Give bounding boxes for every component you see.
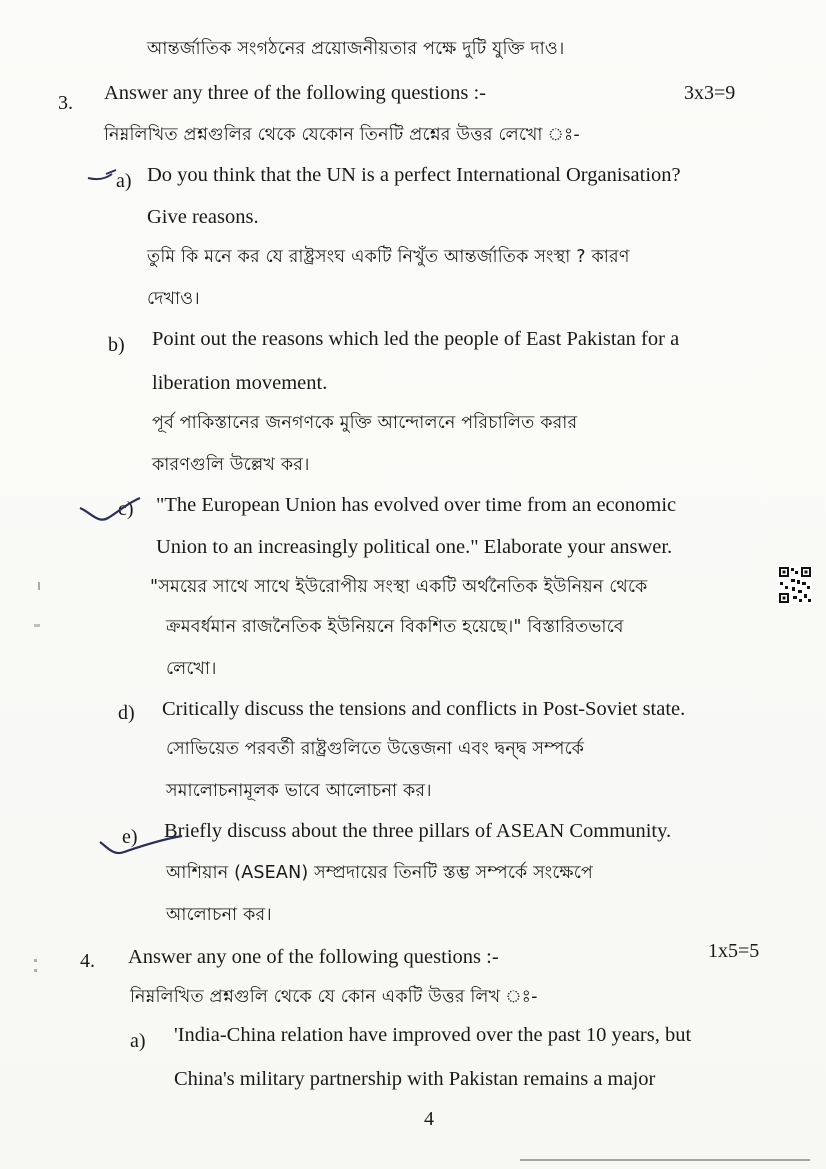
scan-speck xyxy=(30,580,50,640)
question-3-number: 3. xyxy=(58,92,73,114)
question-4-marks: 1x5=5 xyxy=(708,940,760,962)
q3d-en-line-1: Critically discuss the tensions and conflicts in Post-Soviet state. xyxy=(162,698,686,720)
page-number: 4 xyxy=(424,1108,434,1130)
q3c-label: c) xyxy=(118,498,134,520)
q4a-label: a) xyxy=(130,1030,146,1052)
q3e-en-line-1: Briefly discuss about the three pillars of ASEAN Community. xyxy=(164,820,672,842)
q3d-label: d) xyxy=(118,702,135,724)
question-3-marks: 3x3=9 xyxy=(684,82,736,104)
q3a-bn-line-2: দেখাও। xyxy=(147,289,200,309)
q3d-bn-line-1: সোভিয়েত পরবর্তী রাষ্ট্রগুলিতে উত্তেজনা এবং দ্বন্দ্ব সম্পর্কে xyxy=(166,739,585,759)
q3e-label: e) xyxy=(122,826,138,848)
q3c-en-line-1: "The European Union has evolved over time from an economic xyxy=(156,494,677,516)
q3d-bn-line-2: সমালোচনামূলক ভাবে আলোচনা কর। xyxy=(166,781,432,801)
q3b-bn-line-2: কারণগুলি উল্লেখ কর। xyxy=(152,455,310,475)
q3a-bn-line-1: তুমি কি মনে কর যে রাষ্ট্রসংঘ একটি নিখুঁত আন্তর্জাতিক সংস্থা ? কারণ xyxy=(147,247,630,267)
pen-tick-mark-a xyxy=(86,168,126,192)
question-4-number: 4. xyxy=(80,950,95,972)
q3c-bn-line-3: লেখো। xyxy=(166,659,217,679)
question-3-instruction-bn: নিম্নলিখিত প্রশ্নগুলির থেকে যেকোন তিনটি প্রশ্নের উত্তর লেখো ঃ- xyxy=(104,125,580,145)
question-4-instruction-bn: নিম্নলিখিত প্রশ্নগুলি থেকে যে কোন একটি উত্তর লিখ ঃ- xyxy=(130,987,538,1007)
q3c-en-line-2: Union to an increasingly political one." Elaborate your answer. xyxy=(156,536,673,558)
q3c-bn-line-2: ক্রমবর্ধমান রাজনৈতিক ইউনিয়নে বিকশিত হয়েছে।" বিস্তারিতভাবে xyxy=(166,617,624,637)
pen-tick-mark-e xyxy=(98,826,188,860)
pen-tick-mark-c xyxy=(78,494,148,528)
scan-speck-2 xyxy=(30,955,42,979)
q4a-en-line-2: China's military partnership with Pakistan remains a major xyxy=(174,1068,656,1090)
q3b-en-line-2: liberation movement. xyxy=(152,372,328,394)
q3a-en-line-2: Give reasons. xyxy=(147,206,259,228)
question-4-instruction-en: Answer any one of the following questions :- xyxy=(128,946,499,968)
q3a-label: a) xyxy=(116,170,132,192)
question-3-instruction-en: Answer any three of the following questions :- xyxy=(104,82,487,104)
q3b-label: b) xyxy=(108,334,125,356)
q3b-bn-line-1: পূর্ব পাকিস্তানের জনগণকে মুক্তি আন্দোলনে পরিচালিত করার xyxy=(152,413,578,433)
q3e-bn-line-1: আশিয়ান (ASEAN) সম্প্রদায়ের তিনটি স্তম্ভ সম্পর্কে সংক্ষেপে xyxy=(166,863,593,883)
qr-code-icon xyxy=(778,566,812,604)
q3b-en-line-1: Point out the reasons which led the people of East Pakistan for a xyxy=(152,328,680,350)
bottom-edge-rule xyxy=(520,1159,810,1161)
prev-question-text: আন্তর্জাতিক সংগঠনের প্রয়োজনীয়তার পক্ষে দুটি যুক্তি দাও। xyxy=(147,39,565,59)
q3e-bn-line-2: আলোচনা কর। xyxy=(166,905,272,925)
q3a-en-line-1: Do you think that the UN is a perfect International Organisation? xyxy=(147,164,681,186)
q3c-bn-line-1: "সময়ের সাথে সাথে ইউরোপীয় সংস্থা একটি অর্থনৈতিক ইউনিয়ন থেকে xyxy=(150,577,648,597)
q4a-en-line-1: 'India-China relation have improved over the past 10 years, but xyxy=(174,1024,692,1046)
